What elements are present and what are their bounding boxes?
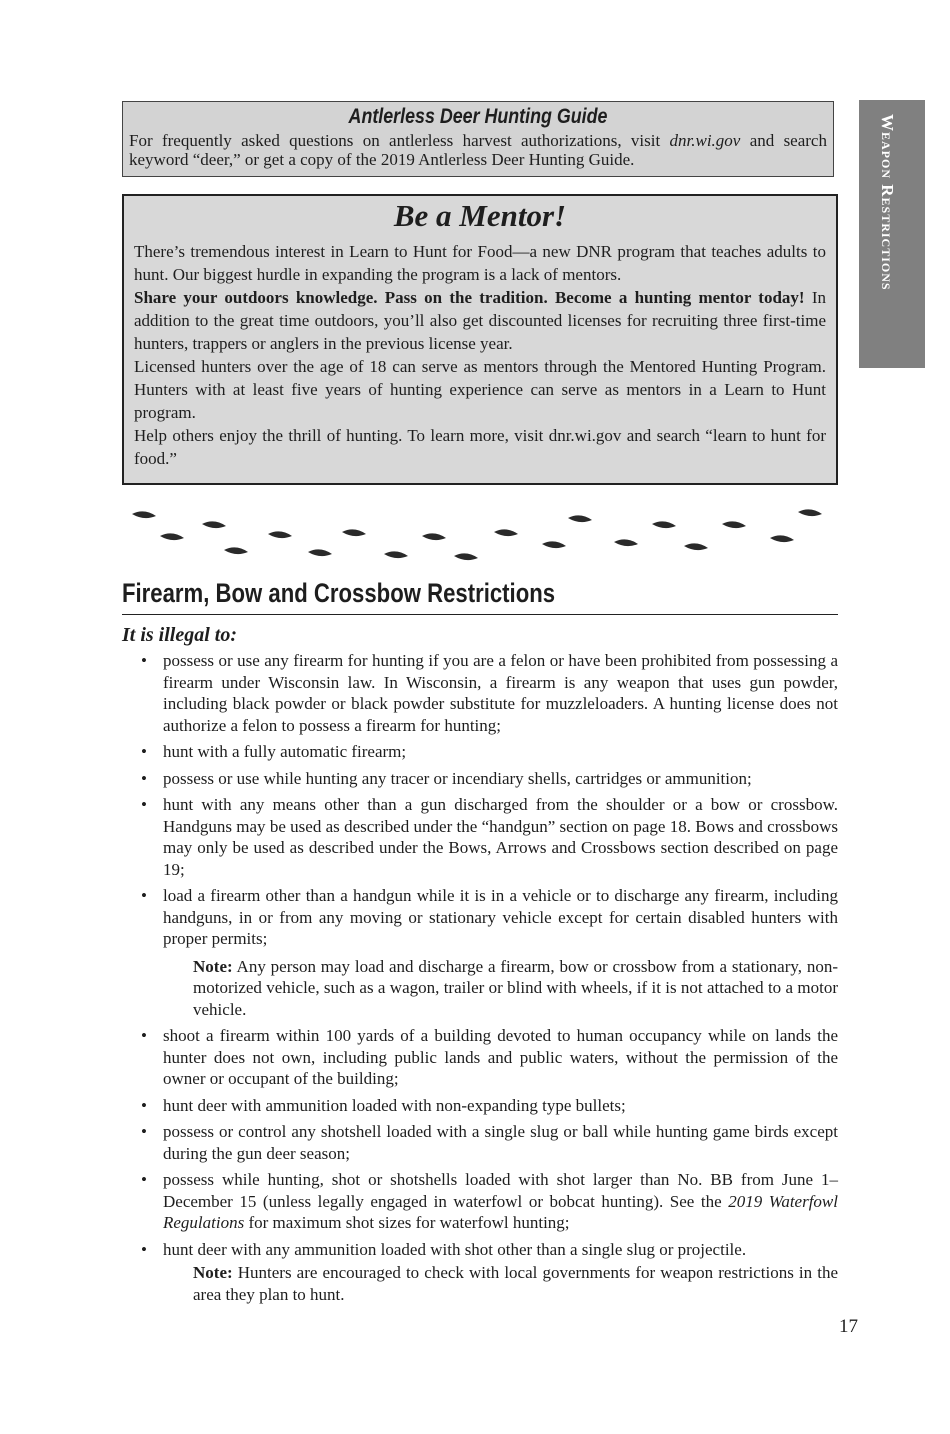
list-item: • hunt with any means other than a gun discharged from the shoulder or a bow or crossbow. Handguns may be used as described under the “handgun” section on page 18. Bows and crossbows may only be used as described under the Bows, Arrows and Crossbows section described on page 19; xyxy=(141,795,838,879)
track-print xyxy=(132,511,156,518)
track-print xyxy=(224,547,248,554)
track-print xyxy=(422,533,446,540)
local-restrictions-note xyxy=(193,1262,838,1305)
rule-text: possess or use while hunting any tracer or incendiary shells, cartridges or ammunition; xyxy=(163,768,752,788)
track-print xyxy=(384,551,408,558)
guide-text-before: For frequently asked questions on antlerless harvest authorizations, visit xyxy=(129,131,670,150)
list-item: • hunt with a fully automatic firearm; xyxy=(141,742,407,761)
list-item: • hunt deer with ammunition loaded with non-expanding type bullets; xyxy=(141,1095,626,1115)
rule-text: load a firearm other than a handgun while it is in a vehicle or to discharge any firearm, including handguns, in or from any moving or stationary vehicle except for certain disabled hunters with proper permits; xyxy=(163,886,838,948)
illegal-subheading: It is illegal to: xyxy=(122,624,237,646)
track-print xyxy=(568,515,592,522)
rule-text: hunt with a fully automatic firearm; xyxy=(163,742,407,761)
track-print xyxy=(542,541,566,548)
guide-link[interactable]: dnr.wi.gov xyxy=(669,131,741,150)
track-print xyxy=(494,529,518,536)
track-print xyxy=(202,521,226,528)
note-label: Note: xyxy=(193,956,233,976)
rule-text: possess or control any shotshell loaded with a single slug or ball while hunting game birds except during the gun deer season; xyxy=(163,1122,838,1163)
rule-text: hunt with any means other than a gun discharged from the shoulder or a bow or crossbow. Handguns may be used as described under the “handgun” section on page 18. Bows and crossbows may only be used as described under the Bows, Arrows and Crossbows section described on page 19; xyxy=(163,795,838,879)
section-tab xyxy=(859,100,925,368)
track-print xyxy=(770,535,794,542)
section-heading xyxy=(122,578,838,615)
note-label: Note: xyxy=(193,1263,233,1282)
note-text: Any person may load and discharge a firearm, bow or crossbow from a stationary, non-motorized vehicle, such as a wagon, trailer or blind with wheels, if it is not attached to a motor vehicle. xyxy=(193,956,838,1019)
track-print xyxy=(652,521,676,528)
section-heading-text: Firearm, Bow and Crossbow Restrictions xyxy=(122,578,556,608)
mentor-paragraph-3: Licensed hunters over the age of 18 can serve as mentors through the Mentored Hunting Program. Hunters with at least five years of hunting experience can serve as mentors in a Learn to Hunt program. xyxy=(134,357,826,422)
vehicle-note xyxy=(193,956,838,1021)
section-tab-label: Weapon Restrictions xyxy=(878,114,897,291)
guide-title: Antlerless Deer Hunting Guide xyxy=(348,105,608,128)
mentor-paragraph-2-rest: In addition to the great time outdoors, you’ll also get discounted licenses for recruiting three first-time hunters, trappers or anglers in the previous license year. xyxy=(134,288,826,353)
mentor-paragraph-2 xyxy=(134,286,826,355)
page-number: 17 xyxy=(839,1316,858,1337)
rule-text: shoot a firearm within 100 yards of a building devoted to human occupancy while on lands the hunter does not own, including public lands and public waters, without the permission of the owner or occupant of the building; xyxy=(163,1026,838,1088)
track-print xyxy=(684,543,708,550)
list-item: • possess or use while hunting any tracer or incendiary shells, cartridges or ammunition; xyxy=(141,768,752,788)
track-print xyxy=(454,553,478,560)
list-item: • shoot a firearm within 100 yards of a building devoted to human occupancy while on lands the hunter does not own, including public lands and public waters, without the permission of the owner or occupant of the building; xyxy=(141,1026,838,1088)
mentor-paragraph-1: There’s tremendous interest in Learn to Hunt for Food—a new DNR program that teaches adults to hunt. Our biggest hurdle in expanding the program is a lack of mentors. xyxy=(134,242,826,284)
antlerless-guide-box xyxy=(122,101,834,177)
deer-tracks-divider xyxy=(122,500,838,570)
guide-text-after: and search keyword “deer,” or get a copy of the 2019 Antlerless Deer Hunting Guide. xyxy=(129,131,827,169)
track-print xyxy=(614,539,638,546)
track-print xyxy=(342,529,366,536)
rule-text: hunt deer with any ammunition loaded with shot other than a single slug or projectile. xyxy=(163,1239,747,1259)
track-print xyxy=(722,521,746,528)
mentor-box xyxy=(122,194,838,485)
list-item: • load a firearm other than a handgun while it is in a vehicle or to discharge any firearm, including handguns, in or from any moving or stationary vehicle except for certain disabled hunters with proper permits; Note: Any person may load and discharge a firearm, bow or crossbow from a stationary, non-motorized vehicle, such as a wagon, trailer or blind with wheels, if it is not attached to a motor vehicle. xyxy=(141,886,838,1019)
list-item: • hunt deer with any ammunition loaded with shot other than a single slug or projectile. Note: Hunters are encouraged to check with local governments for weapon restrictions in the area they plan to hunt. xyxy=(141,1239,838,1304)
track-print xyxy=(268,531,292,538)
rule-text-end: for maximum shot sizes for waterfowl hunting; xyxy=(244,1213,570,1232)
rule-text: possess while hunting, shot or shotshells loaded with shot larger than No. BB from June 1– December 15 (unless legally engaged in waterfowl or bobcat hunting). See the xyxy=(163,1170,838,1211)
track-print xyxy=(160,533,184,540)
track-print xyxy=(308,549,332,556)
mentor-callout: Share your outdoors knowledge. Pass on the tradition. Become a hunting mentor today! xyxy=(134,288,805,307)
mentor-title: Be a Mentor! xyxy=(393,198,567,233)
track-print xyxy=(798,509,822,516)
list-item: • possess while hunting, shot or shotshells loaded with shot larger than No. BB from June 1– December 15 (unless legally engaged in waterfowl or bobcat hunting). See the 2019 Waterfowl Regulations for maximum shot sizes for waterfowl hunting; xyxy=(141,1170,838,1232)
restrictions-list xyxy=(140,650,838,1310)
note-text: Hunters are encouraged to check with local governments for weapon restrictions in the area they plan to hunt. xyxy=(193,1263,838,1304)
guide-text xyxy=(129,131,827,169)
rule-text: hunt deer with ammunition loaded with non-expanding type bullets; xyxy=(163,1095,626,1115)
mentor-paragraph-4: Help others enjoy the thrill of hunting. To learn more, visit dnr.wi.gov and search “learn to hunt for food.” xyxy=(134,426,826,468)
list-item: • possess or control any shotshell loaded with a single slug or ball while hunting game birds except during the gun deer season; xyxy=(141,1122,838,1163)
rule-text: possess or use any firearm for hunting if you are a felon or have been prohibited from possessing a firearm under Wisconsin law. In Wisconsin, a firearm is any weapon that uses gun powder, including black powder or black powder substitute for muzzleloaders. A hunting license does not authorize a felon to possess a firearm for hunting; xyxy=(163,651,838,735)
list-item: • possess or use any firearm for hunting if you are a felon or have been prohibited from possessing a firearm under Wisconsin law. In Wisconsin, a firearm is any weapon that uses gun powder, including black powder or black powder substitute for muzzleloaders. A hunting license does not authorize a felon to possess a firearm for hunting; xyxy=(141,651,838,735)
waterfowl-regulations-title: 2019 Waterfowl Regulations xyxy=(163,1191,838,1232)
